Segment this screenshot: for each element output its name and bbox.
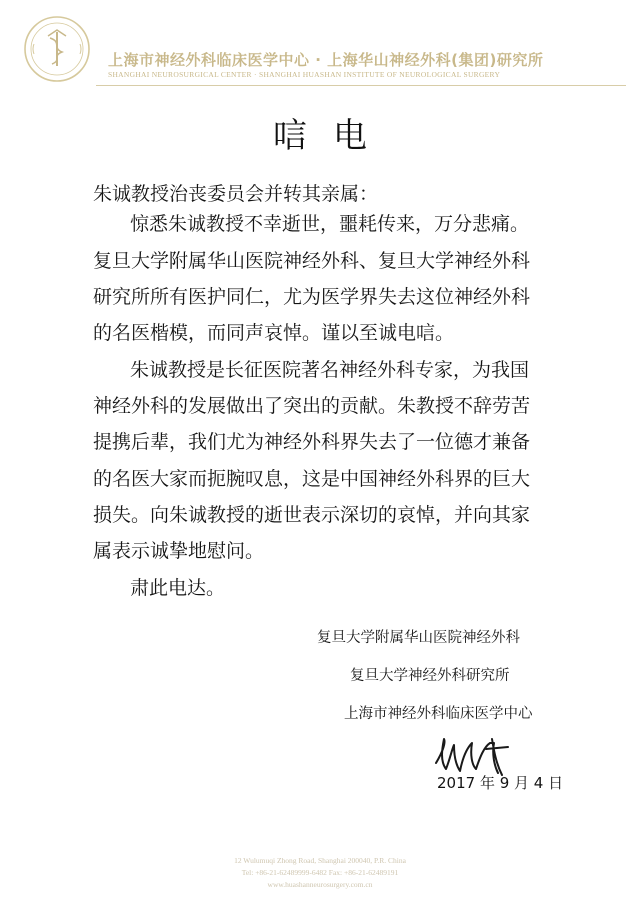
institution-seal-icon — [22, 14, 92, 84]
page-title: 唁电 — [273, 116, 393, 156]
paragraph-2-line: 提携后辈，我们尤为神经外科界失去了一位德才兼备 — [93, 431, 531, 453]
letter-date: 2017 年 9 月 4 日 — [437, 774, 564, 792]
paragraph-2-line: 损失。向朱诚教授的逝世表示深切的哀悼，并向其家 — [93, 504, 531, 526]
letterhead-title: 上海市神经外科临床医学中心 · 上海华山神经外科(集团)研究所 — [108, 51, 544, 69]
signatory-center: 上海市神经外科临床医学中心 — [344, 706, 533, 722]
paragraph-2-line: 属表示诚挚地慰问。 — [93, 540, 265, 562]
footer-address: 12 Wulumuqi Zhong Road, Shanghai 200040, P.R. China — [234, 856, 406, 865]
paragraph-1-line: 研究所所有医护同仁，尤为医学界失去这位神经外科 — [93, 286, 531, 308]
paragraph-2-line: 神经外科的发展做出了突出的贡献。朱教授不辞劳苦 — [93, 395, 531, 417]
footer-website: www.huashanneurosurgery.com.cn — [267, 880, 373, 889]
signatory-hospital: 复旦大学附属华山医院神经外科 — [317, 630, 520, 646]
salutation: 朱诚教授治丧委员会并转其亲属： — [93, 183, 379, 205]
paragraph-1-line: 的名医楷模，而同声哀悼。谨以至诚电唁。 — [93, 322, 455, 344]
paragraph-1-line: 复旦大学附属华山医院神经外科、复旦大学神经外科 — [93, 250, 531, 272]
paragraph-1-line: 惊悉朱诚教授不幸逝世，噩耗传来，万分悲痛。 — [130, 213, 530, 235]
signatory-institute: 复旦大学神经外科研究所 — [350, 668, 510, 684]
closing-line: 肃此电达。 — [130, 577, 226, 599]
paragraph-2-line: 的名医大家而扼腕叹息，这是中国神经外科界的巨大 — [93, 468, 531, 490]
letterhead-divider — [96, 85, 626, 86]
letterhead-subtitle: SHANGHAI NEUROSURGICAL CENTER · SHANGHAI HUASHAN INSTITUTE OF NEUROLOGICAL SURGERY — [108, 70, 501, 79]
paragraph-2-line: 朱诚教授是长征医院著名神经外科专家，为我国 — [130, 359, 530, 381]
letterhead-footer — [0, 855, 640, 891]
footer-phone: Tel: +86-21-62489999-6482 Fax: +86-21-62489191 — [241, 868, 399, 877]
